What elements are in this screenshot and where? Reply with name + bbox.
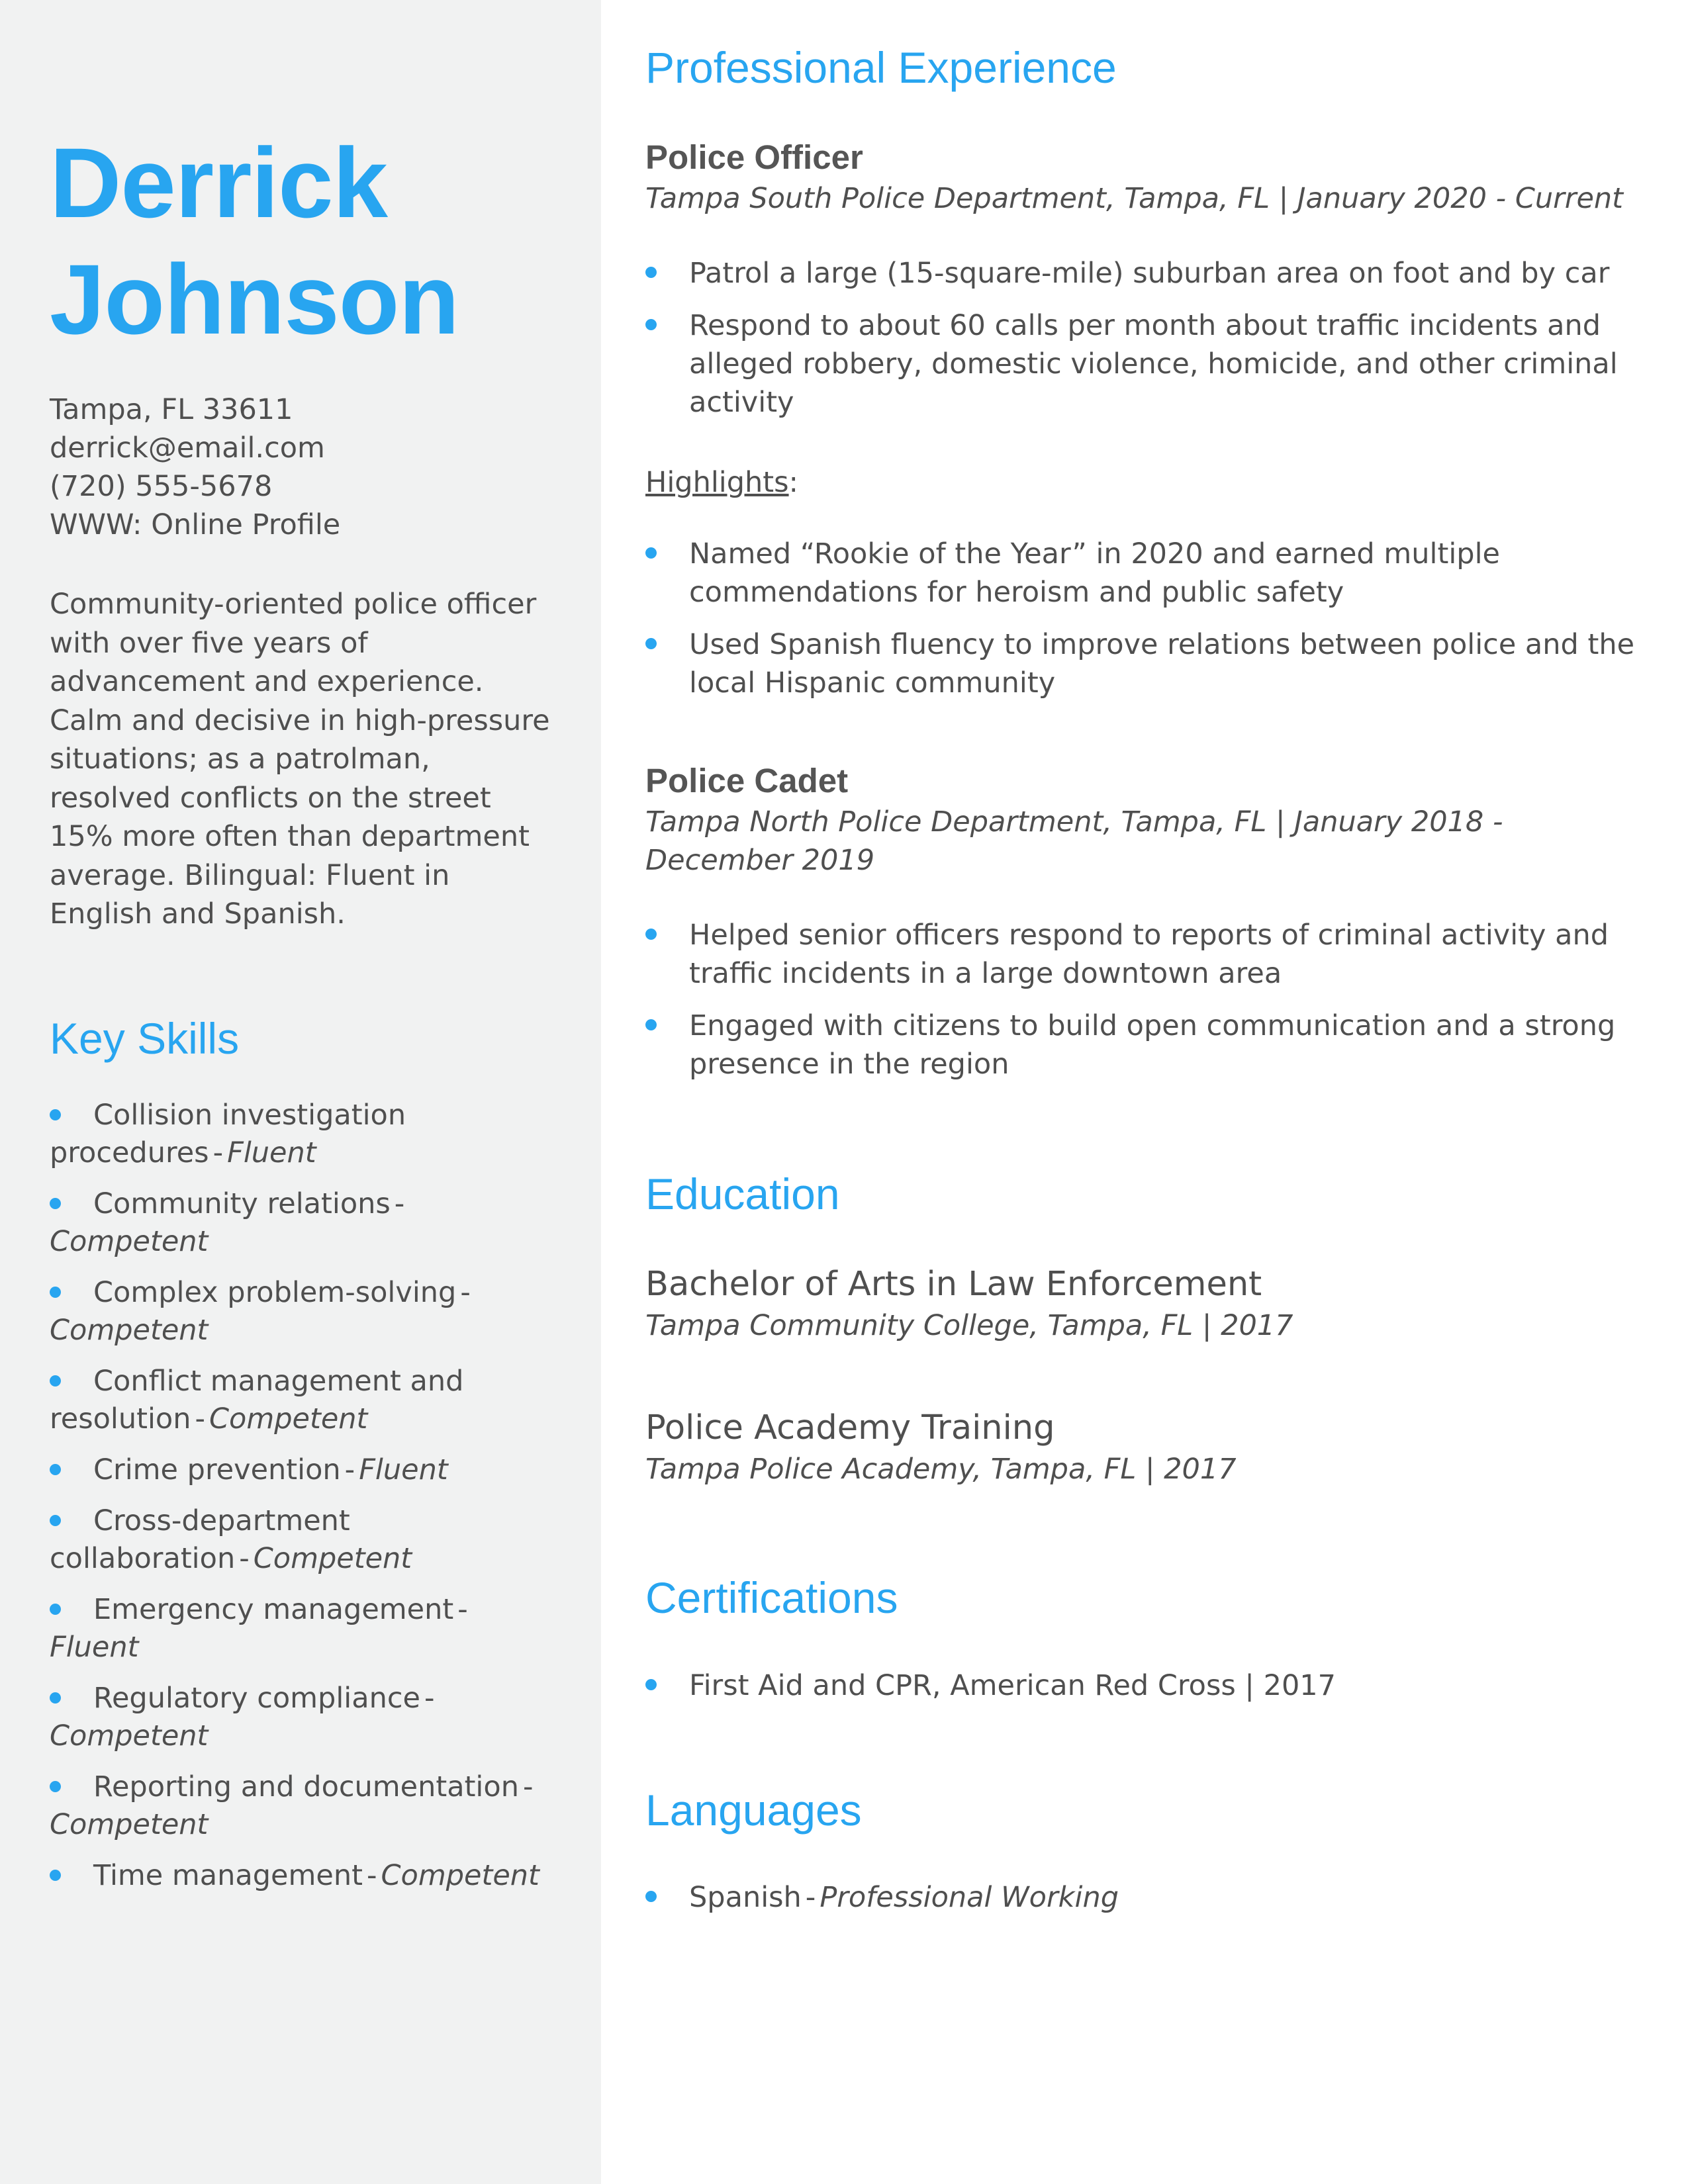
bullet-text-line: Respond to about 60 calls per month about traffic incidents and [689, 309, 1601, 342]
summary-line: 15% more often than department [50, 820, 530, 853]
highlight-bullet [645, 625, 1634, 702]
skills-list [50, 1097, 551, 1895]
bullet-text-line: Helped senior officers respond to reports of criminal activity and [689, 919, 1609, 952]
skill-name: Conflict management and [93, 1364, 464, 1398]
bullet-text-line: presence in the region [689, 1048, 1009, 1081]
summary-line: average. Bilingual: Fluent in [50, 858, 450, 892]
skills-heading: Key Skills [50, 1013, 240, 1063]
bullet-dot [50, 1375, 61, 1387]
experience-heading: Professional Experience [645, 43, 1117, 92]
summary-line: Community-oriented police officer [50, 588, 537, 621]
languages-list [645, 1878, 1119, 1931]
skill-item: Community relations - Competent [50, 1187, 405, 1258]
address: Tampa, FL 33611 [50, 393, 293, 426]
job-bullet [645, 1007, 1615, 1083]
skill-name: Reporting and documentation [93, 1770, 519, 1803]
job-meta-continued: December 2019 [645, 844, 875, 877]
bullet-dot [50, 1692, 61, 1704]
skill-item: Cross-department collaboration - Competent [50, 1504, 412, 1575]
skill-name: Emergency management [93, 1592, 454, 1626]
job-bullet [645, 254, 1618, 293]
skill-item: Collision investigation procedures - Fluent [50, 1098, 406, 1169]
bullet-dot [645, 929, 657, 940]
highlight-bullet [645, 535, 1634, 612]
bullet-dot [50, 1109, 61, 1120]
bullet-text-line: Named “Rookie of the Year” in 2020 and earned multiple [689, 537, 1500, 570]
skill-name-continued: collaboration [50, 1541, 236, 1575]
bullet-text-line: alleged robbery, domestic violence, homicide, and other criminal [689, 347, 1618, 381]
job-meta: Tampa South Police Department, Tampa, FL | January 2020 - Current [645, 182, 1624, 215]
first-name: Derrick [50, 127, 388, 238]
bullet-dot [645, 1019, 657, 1030]
skill-level: Fluent [227, 1136, 316, 1169]
skill-level: Competent [253, 1541, 412, 1575]
main-content [645, 0, 1652, 2184]
bullet-text-line: commendations for heroism and public safety [689, 576, 1344, 609]
bullet-text-line: Engaged with citizens to build open communication and a strong [689, 1009, 1616, 1042]
bullet-dot [50, 1870, 61, 1881]
bullet-text-line: local Hispanic community [689, 666, 1056, 700]
highlights-bullets [645, 535, 1634, 716]
skill-name-continued: procedures [50, 1136, 209, 1169]
bullet-dot [645, 1679, 657, 1690]
job-entry [645, 759, 1503, 880]
skill-name: Collision investigation [93, 1098, 406, 1132]
sidebar [0, 0, 601, 2184]
bullet-dot [645, 547, 657, 559]
website-link[interactable]: WWW: Online Profile [50, 508, 341, 541]
skill-level: Competent [50, 1719, 209, 1752]
bullet-dot [50, 1464, 61, 1475]
highlights-label: Highlights [645, 466, 789, 499]
summary-line: with over five years of [50, 626, 368, 660]
job-title: Police Officer [645, 138, 863, 176]
education-entry [645, 1406, 1237, 1488]
skill-item: Crime prevention - Fluent [50, 1451, 551, 1489]
job-meta: Tampa North Police Department, Tampa, FL | January 2018 - [645, 805, 1503, 839]
bullet-text-line: Patrol a large (15-square-mile) suburban area on foot and by car [689, 257, 1610, 290]
skill-level: Competent [209, 1402, 368, 1435]
bullet-text-line: traffic incidents in a large downtown area [689, 957, 1282, 990]
language-item: Spanish - Professional Working [645, 1878, 1119, 1917]
candidate-name [50, 124, 551, 357]
language-level: Professional Working [820, 1881, 1119, 1914]
skill-item: Emergency management - Fluent [50, 1592, 468, 1664]
job-title: Police Cadet [645, 762, 849, 799]
education-heading: Education [645, 1169, 840, 1218]
phone: (720) 555-5678 [50, 470, 273, 503]
skill-name-continued: resolution [50, 1402, 191, 1435]
bullet-dot [645, 1891, 657, 1902]
summary-line: Calm and decisive in high-pressure [50, 704, 550, 737]
skill-item: Reporting and documentation - Competent [50, 1770, 534, 1841]
education-meta: Tampa Community College, Tampa, FL | 2017 [645, 1309, 1293, 1342]
summary-line: situations; as a patrolman, [50, 743, 430, 776]
bullet-dot [645, 267, 657, 278]
degree-title: Bachelor of Arts in Law Enforcement [645, 1265, 1262, 1304]
skill-name: Cross-department [93, 1504, 350, 1537]
bullet-dot [50, 1781, 61, 1792]
highlights-label-row: Highlights: [645, 466, 799, 499]
job-entry [645, 136, 1623, 218]
skill-level: Competent [50, 1807, 209, 1841]
bullet-dot [50, 1604, 61, 1615]
bullet-text-line: activity [689, 386, 794, 419]
bullet-dot [50, 1198, 61, 1209]
certification-item: First Aid and CPR, American Red Cross | 2017 [645, 1666, 1336, 1705]
skill-level: Competent [381, 1858, 539, 1892]
skill-item: Conflict management and resolution - Competent [50, 1364, 464, 1435]
language-name: Spanish [689, 1881, 802, 1914]
education-meta: Tampa Police Academy, Tampa, FL | 2017 [645, 1453, 1237, 1486]
job-bullet [645, 306, 1618, 422]
job-bullets [645, 916, 1615, 1097]
skill-name: Community relations [93, 1187, 391, 1220]
email[interactable]: derrick@email.com [50, 432, 325, 465]
skill-item: Complex problem-solving - Competent [50, 1275, 471, 1347]
skill-level: Fluent [50, 1630, 139, 1664]
skill-name: Complex problem-solving [93, 1275, 457, 1309]
job-bullet [645, 916, 1615, 993]
bullet-dot [50, 1515, 61, 1526]
job-bullets [645, 254, 1618, 435]
certifications-heading: Certifications [645, 1573, 898, 1622]
summary-line: English and Spanish. [50, 897, 346, 931]
bullet-dot [50, 1287, 61, 1298]
bullet-dot [645, 319, 657, 330]
skill-name: Time management [93, 1858, 363, 1892]
skill-level: Competent [50, 1224, 209, 1258]
skill-name: Regulatory compliance [93, 1681, 420, 1715]
professional-summary [50, 585, 551, 934]
certifications-list [645, 1666, 1336, 1719]
contact-info [50, 390, 551, 544]
skill-level: Competent [50, 1313, 209, 1347]
languages-heading: Languages [645, 1786, 862, 1835]
summary-line: resolved conflicts on the street [50, 781, 491, 815]
skill-item: Time management - Competent [50, 1857, 551, 1895]
summary-line: advancement and experience. [50, 665, 484, 698]
education-entry [645, 1263, 1293, 1345]
bullet-text-line: Used Spanish fluency to improve relations between police and the [689, 628, 1635, 661]
skill-level: Fluent [359, 1453, 448, 1486]
last-name: Johnson [50, 244, 459, 355]
skill-name: Crime prevention [93, 1453, 341, 1486]
bullet-dot [645, 638, 657, 649]
skill-item: Regulatory compliance - Competent [50, 1681, 435, 1752]
degree-title: Police Academy Training [645, 1408, 1055, 1447]
